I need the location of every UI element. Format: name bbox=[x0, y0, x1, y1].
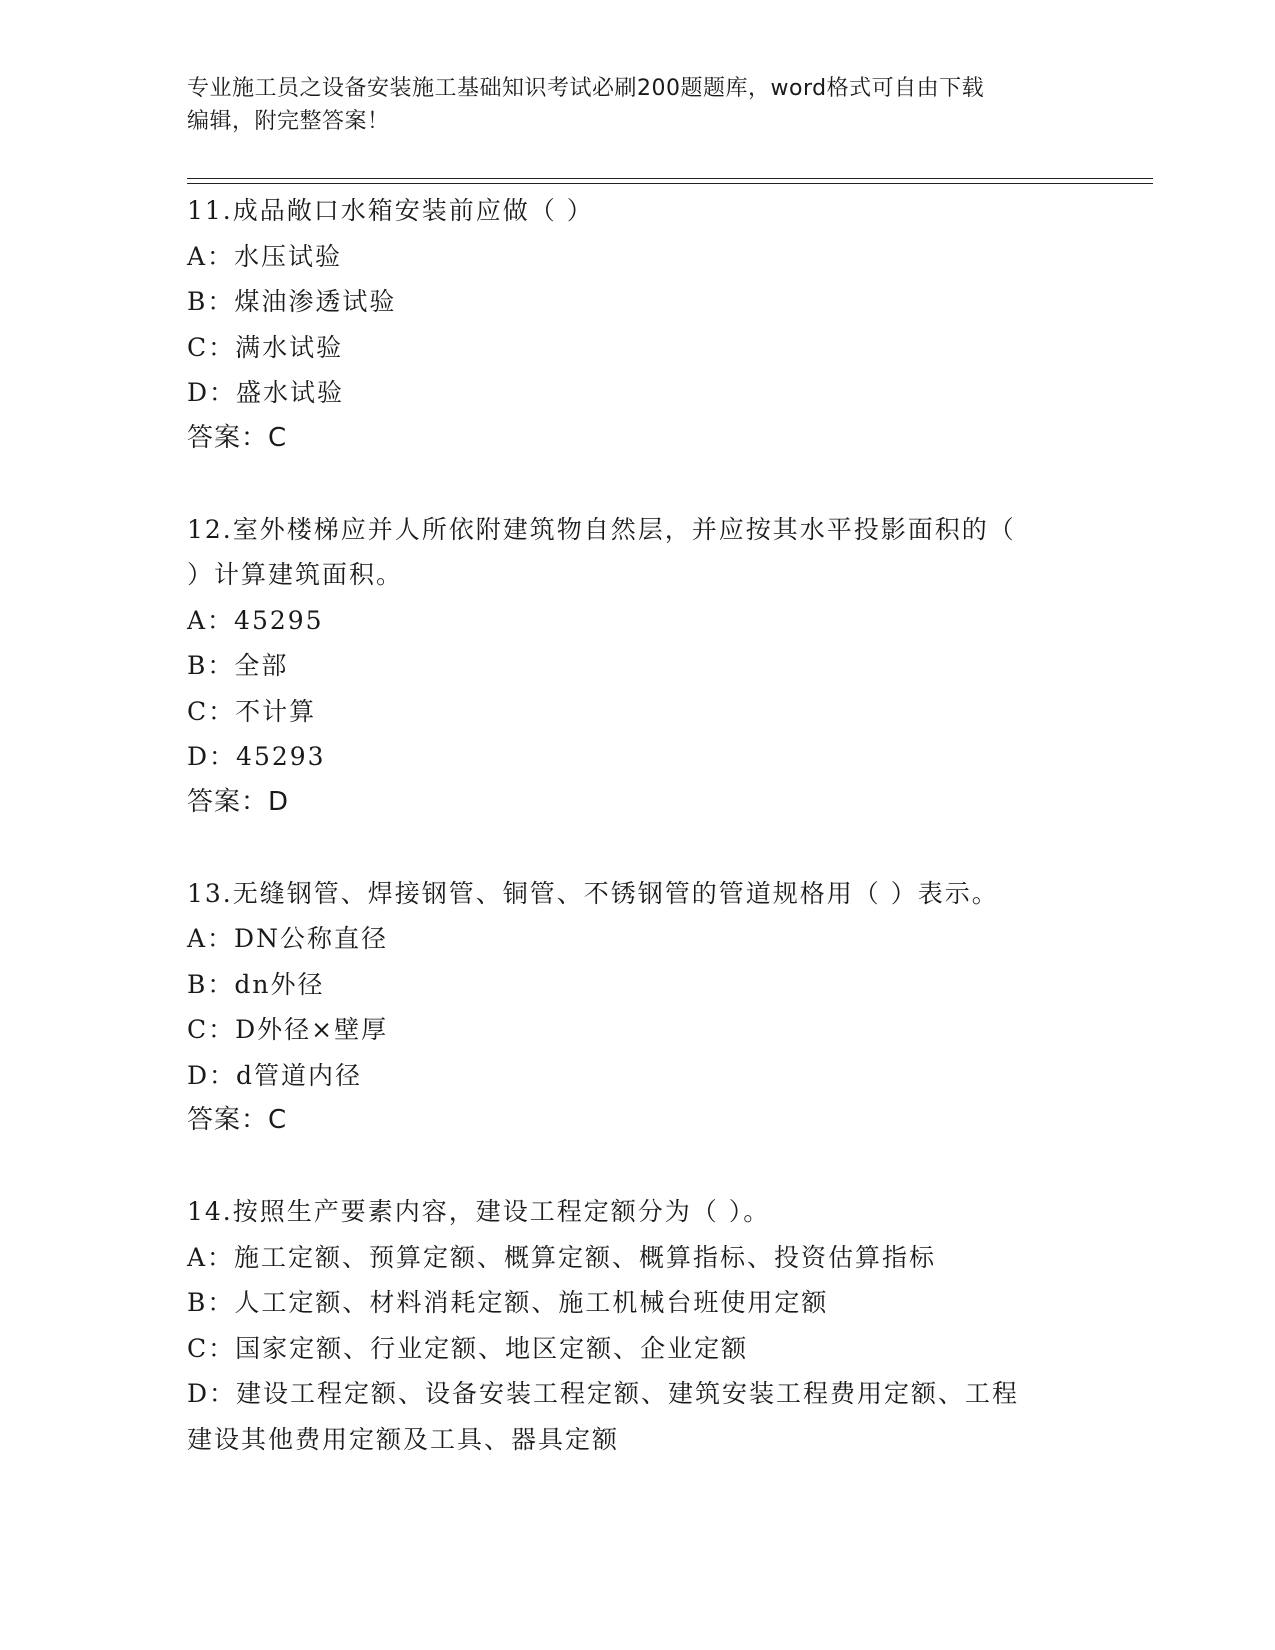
option-c: C：满水试验 bbox=[187, 332, 344, 362]
header-line-1: 专业施工员之设备安装施工基础知识考试必刷200题题库，word格式可自由下载 bbox=[187, 76, 985, 101]
spacer bbox=[187, 825, 1087, 871]
question-list bbox=[187, 188, 1087, 1462]
question-13 bbox=[187, 871, 1087, 1144]
question-stem: 11.成品敞口水箱安装前应做（ ） bbox=[187, 196, 594, 225]
question-12 bbox=[187, 507, 1087, 826]
option-b: B：煤油渗透试验 bbox=[187, 287, 397, 316]
header-divider-bottom bbox=[187, 183, 1153, 184]
answer: 答案：C bbox=[187, 422, 288, 453]
question-stem: 13.无缝钢管、焊接钢管、铜管、不锈钢管的管道规格用（ ）表示。 bbox=[187, 878, 999, 908]
question-stem: 14.按照生产要素内容，建设工程定额分为（ ）。 bbox=[187, 1197, 771, 1226]
option-b: B：dn外径 bbox=[187, 969, 325, 999]
question-stem: 12.室外楼梯应并人所依附建筑物自然层，并应按其水平投影面积的（ bbox=[187, 514, 1016, 544]
spacer bbox=[187, 1144, 1087, 1190]
header-divider-top bbox=[187, 178, 1153, 179]
option-c: C：不计算 bbox=[187, 696, 317, 726]
option-d-continued: 建设其他费用定额及工具、器具定额 bbox=[187, 1424, 620, 1454]
answer: 答案：D bbox=[187, 786, 290, 817]
option-b: B：人工定额、材料消耗定额、施工机械台班使用定额 bbox=[187, 1288, 829, 1317]
option-d: D：盛水试验 bbox=[187, 378, 345, 407]
option-c: C：D外径×壁厚 bbox=[187, 1015, 389, 1044]
question-14 bbox=[187, 1189, 1087, 1462]
option-a: A：施工定额、预算定额、概算定额、概算指标、投资估算指标 bbox=[187, 1242, 937, 1272]
spacer bbox=[187, 461, 1087, 507]
question-stem-continued: ）计算建筑面积。 bbox=[187, 560, 404, 589]
option-a: A：DN公称直径 bbox=[187, 924, 388, 953]
option-a: A：水压试验 bbox=[187, 241, 343, 271]
option-d: D：45293 bbox=[187, 742, 326, 771]
option-b: B：全部 bbox=[187, 651, 289, 680]
header-line-2: 编辑，附完整答案！ bbox=[187, 109, 390, 134]
option-d: D：d管道内径 bbox=[187, 1060, 363, 1090]
option-d: D：建设工程定额、设备安装工程定额、建筑安装工程费用定额、工程 bbox=[187, 1379, 1020, 1408]
option-a: A：45295 bbox=[187, 605, 324, 635]
question-11 bbox=[187, 188, 1087, 461]
answer: 答案：C bbox=[187, 1105, 288, 1135]
document-header bbox=[187, 72, 1067, 138]
option-c: C：国家定额、行业定额、地区定额、企业定额 bbox=[187, 1333, 749, 1363]
